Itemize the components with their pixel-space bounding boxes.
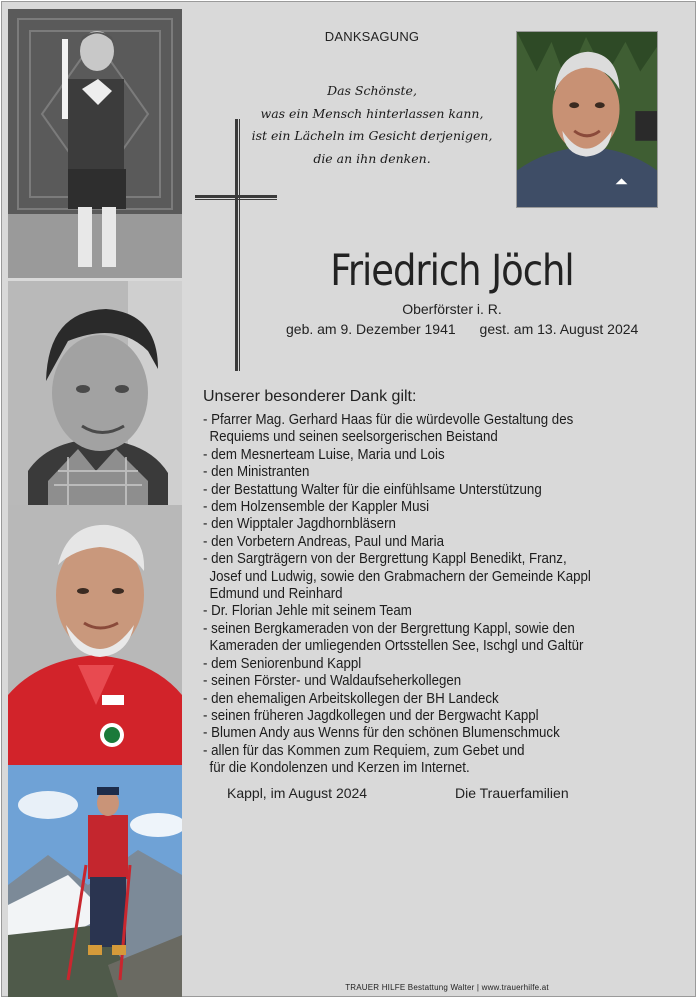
thanks-line: - den Ministranten [203,464,310,481]
thanks-line: - dem Holzensemble der Kappler Musi [203,499,430,516]
quote-line: die an ihn denken. [313,150,431,166]
thanks-line: Kameraden der umliegenden Ortsstellen See, Ischgl und Galtür [209,638,584,655]
childhood-photo [8,9,182,278]
thanks-line: - allen für das Kommen zum Requiem, zum Gebet und [203,742,525,759]
thanks-line: Edmund und Reinhard [209,586,343,603]
obituary-card [1,1,696,997]
quote-line: ist ein Lächeln im Gesicht derjenigen, [251,128,493,143]
thanks-line: - seinen Förster- und Waldaufseherkollegen [203,673,462,690]
place-date: Kappl, im August 2024 [227,785,368,801]
quote-line: was ein Mensch hinterlassen kann, [260,105,484,121]
thanks-line: - Blumen Andy aus Wenns für den schönen Blumenschmuck [203,725,560,742]
thanks-line: - dem Mesnerteam Luise, Maria und Lois [203,446,445,463]
cross-horizontal [195,195,277,198]
death-date: gest. am 13. August 2024 [479,321,639,337]
birth-date: geb. am 9. Dezember 1941 [286,321,456,337]
deceased-title: Oberförster i. R. [402,301,502,317]
cross-vertical-thin [239,119,240,371]
thanks-line: Josef und Ludwig, sowie den Grabmachern der Gemeinde Kappl [209,568,591,585]
thanks-line: für die Kondolenzen und Kerzen im Internet. [209,760,470,777]
red-jacket-photo [8,505,182,765]
quote-line: Das Schönste, [327,83,417,98]
thanks-line: - Dr. Florian Jehle mit seinem Team [203,603,412,620]
family-signature: Die Trauerfamilien [455,785,569,801]
portrait-photo [516,31,658,208]
thanks-line: - den Sargträgern von der Bergrettung Kappl Benedikt, Franz, [203,551,567,568]
card-heading: DANKSAGUNG [324,29,420,44]
thanks-line: - seinen früheren Jagdkollegen und der Bergwacht Kappl [203,707,539,724]
cross-vertical [235,119,238,371]
thanks-line: - dem Seniorenbund Kappl [203,655,362,672]
young-man-photo [8,281,182,505]
footer-credit: TRAUER HILFE Bestattung Walter | www.trauerhilfe.at [345,983,549,992]
memorial-quote [247,80,497,170]
cross-horizontal-thin [195,199,277,200]
life-dates [286,321,639,337]
thanks-line: - den Wipptaler Jagdhornbläsern [203,516,396,533]
thanks-line: - den Vorbetern Andreas, Paul und Maria [203,533,444,550]
thanks-list [203,412,612,778]
thanks-line: Requiems und seinen seelsorgerischen Beistand [209,429,498,446]
thanks-line: - seinen Bergkameraden von der Bergrettung Kappl, sowie den [203,620,575,637]
thanks-line: - den ehemaligen Arbeitskollegen der BH Landeck [203,690,499,707]
deceased-name: Friedrich Jöchl [330,246,574,296]
mountain-hike-photo [8,765,182,997]
thanks-heading: Unserer besonderer Dank gilt: [203,388,417,405]
thanks-line: - Pfarrer Mag. Gerhard Haas für die würdevolle Gestaltung des [203,412,574,428]
thanks-line: - der Bestattung Walter für die einfühlsame Unterstützung [203,481,542,498]
